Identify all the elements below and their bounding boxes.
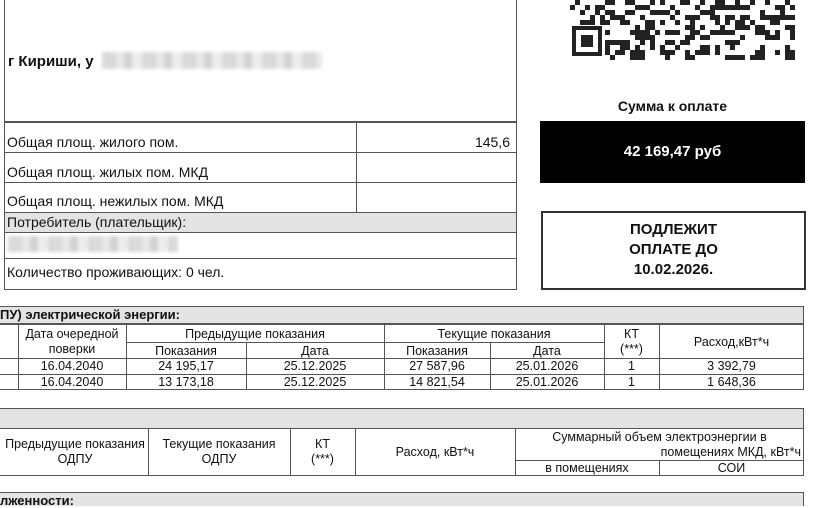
due-date-text	[541, 220, 806, 280]
row2-cur-value: 14 821,54	[409, 375, 465, 389]
row1-kt: 1	[628, 359, 635, 373]
consumer-redacted	[8, 236, 178, 252]
info-value-living-area: 145,6	[474, 134, 510, 150]
odpu-title-bar	[0, 408, 804, 428]
hdr-kt-note: (***)	[620, 342, 643, 356]
payment-amount: 42 169,47 руб	[540, 121, 805, 183]
consumer-label: Потребитель (плательщик):	[7, 214, 187, 230]
debt-title: лженности:	[0, 493, 74, 508]
odpu-total-line2: помещениях МКД, кВт*ч	[660, 445, 801, 459]
row2-prev-date: 25.12.2025	[283, 375, 347, 389]
residents-count: Количество проживающих: 0 чел.	[7, 264, 225, 280]
info-label-mkd-nonliving: Общая площ. нежилых пом. МКД	[7, 193, 224, 209]
hdr-prev-reading: Показания	[155, 344, 217, 358]
hdr-cur-reading: Показания	[406, 344, 468, 358]
row1-consumption: 3 392,79	[707, 359, 756, 373]
hdr-kt: КТ	[624, 327, 639, 341]
hdr-current: Текущие показания	[437, 327, 551, 341]
hdr-next-check: Дата очередной поверки	[25, 327, 119, 356]
row2-next-check: 16.04.2040	[40, 375, 104, 389]
hdr-prev-date: Дата	[301, 344, 329, 358]
odpu-soi: СОИ	[717, 461, 746, 475]
meters-title: ПУ) электрической энергии:	[0, 307, 180, 322]
row1-cur-date: 25.01.2026	[515, 359, 579, 373]
address-redacted	[102, 52, 322, 69]
info-label-living-area: Общая площ. жилого пом.	[7, 134, 179, 150]
hdr-consumption: Расход,кВт*ч	[693, 335, 770, 349]
row1-next-check: 16.04.2040	[40, 359, 104, 373]
hdr-cur-date: Дата	[533, 344, 561, 358]
row1-prev-date: 25.12.2025	[283, 359, 347, 373]
odpu-kt-note: (***)	[311, 452, 334, 466]
row2-consumption: 1 648,36	[707, 375, 756, 389]
due-line-1: ПОДЛЕЖИТ	[630, 221, 717, 238]
odpu-kt: КТ	[315, 437, 330, 451]
odpu-consumption: Расход, кВт*ч	[395, 445, 475, 459]
odpu-prev: Предыдущие показания ОДПУ	[5, 437, 145, 466]
payment-title: Сумма к оплате	[617, 98, 728, 114]
odpu-in-rooms: в помещениях	[545, 461, 629, 475]
due-line-2: ОПЛАТЕ ДО	[629, 241, 718, 258]
qr-code	[570, 0, 796, 60]
row2-cur-date: 25.01.2026	[515, 375, 579, 389]
address-text: г Кириши, у	[8, 53, 94, 70]
odpu-total-line1: Суммарный объем электроэнергии в	[552, 430, 767, 444]
info-label-mkd-living: Общая площ. жилых пом. МКД	[7, 164, 209, 180]
row1-cur-value: 27 587,96	[409, 359, 465, 373]
hdr-previous: Предыдущие показания	[185, 327, 325, 341]
odpu-cur: Текущие показания ОДПУ	[162, 437, 276, 466]
row2-prev-value: 13 173,18	[158, 375, 214, 389]
due-line-3: 10.02.2026.	[633, 261, 714, 278]
row1-prev-value: 24 195,17	[158, 359, 214, 373]
row2-kt: 1	[628, 375, 635, 389]
